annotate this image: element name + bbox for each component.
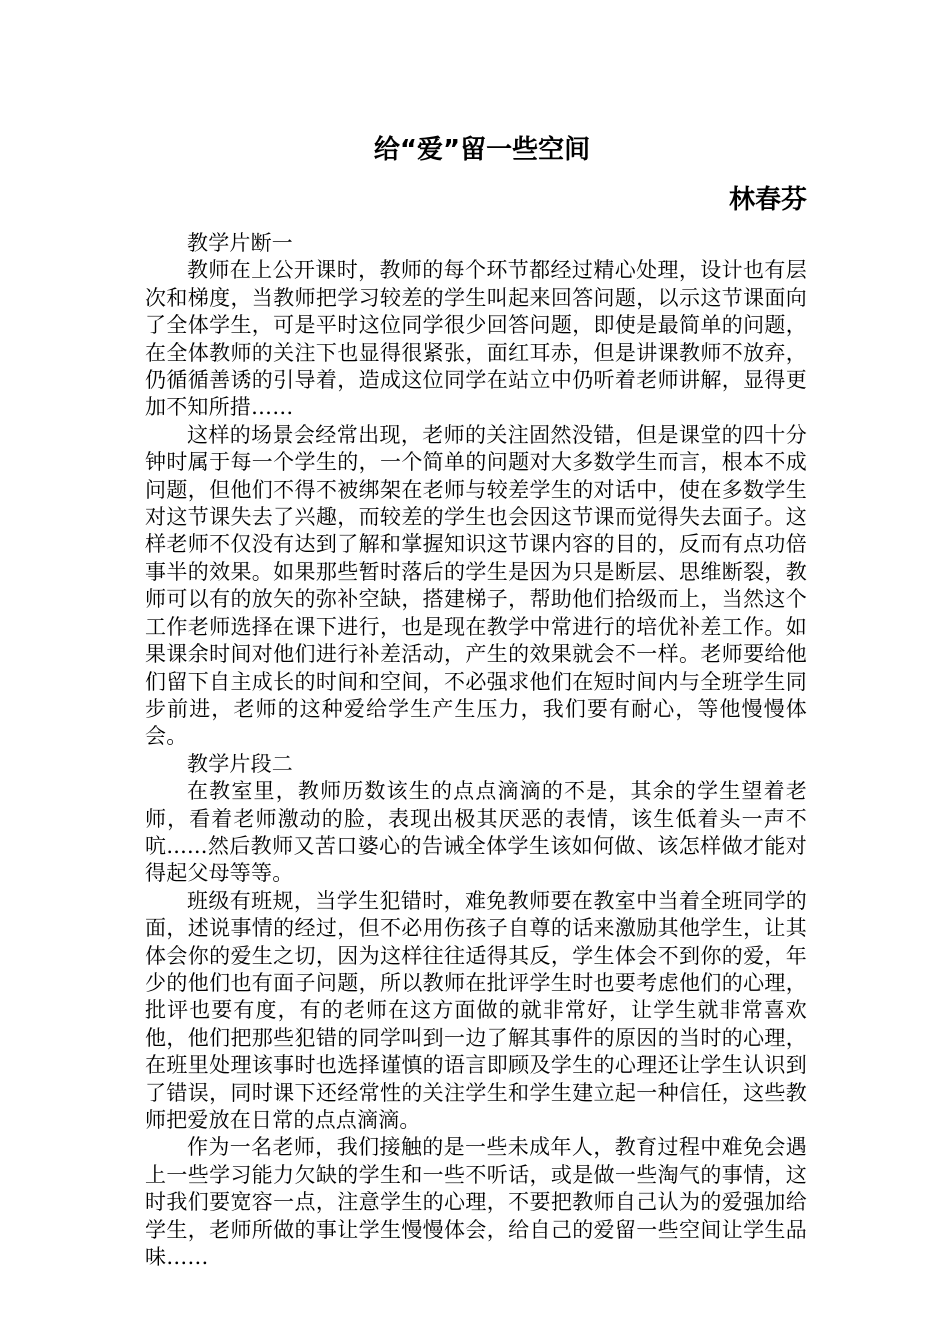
paragraph: 作为一名老师，我们接触的是一些未成年人，教育过程中难免会遇上一些学习能力欠缺的学生和一些不听话，或是做一些淘气的事情，这时我们要宽容一点，注意学生的心理，不要把教师自己认为的爱强加给学生，老师所做的事让学生慢慢体会，给自己的爱留一些空间让学生品味…… bbox=[145, 1135, 807, 1270]
document-body bbox=[145, 230, 807, 1271]
section-heading-2: 教学片段二 bbox=[187, 751, 293, 776]
paragraph: 班级有班规，当学生犯错时，难免教师要在教室中当着全班同学的面，述说事情的经过，但不必用伤孩子自尊的话来激励其他学生，让其体会你的爱生之切，因为这样往往适得其反，学生体会不到你的爱，年少的他们也有面子问题，所以教师在批评学生时也要考虑他们的心理，批评也要有度，有的老师在这方面做的就非常好，让学生就非常喜欢他，他们把那些犯错的同学叫到一边了解其事件的原因的当时的心理，在班里处理该事时也选择谨慎的语言即顾及学生的心理还让学生认识到了错误，同时课下还经常性的关注学生和学生建立起一种信任，这些教师把爱放在日常的点点滴滴。 bbox=[145, 888, 807, 1132]
document-title: 给“爱”留一些空间 bbox=[373, 135, 591, 165]
author-name: 林春芬 bbox=[728, 185, 807, 215]
document-page bbox=[145, 130, 807, 1271]
section-heading-1: 教学片断一 bbox=[187, 231, 293, 255]
paragraph: 这样的场景会经常出现，老师的关注固然没错，但是课堂的四十分钟时属于每一个学生的，一个简单的问题对大多数学生而言，根本不成问题，但他们不得不被绑架在老师与较差学生的对话中，使在多数学生对这节课失去了兴趣，而较差的学生也会因这节课而觉得失去面子。这样老师不仅没有达到了解和掌握知识这节课内容的目的，反而有点功倍事半的效果。如果那些暂时落后的学生是因为只是断层、思维断裂，教师可以有的放矢的弥补空缺，搭建梯子，帮助他们拾级而上，当然这个工作老师选择在课下进行，也是现在教学中常进行的培优补差工作。如果课余时间对他们进行补差活动，产生的效果就会不一样。老师要给他们留下自主成长的时间和空间，不必强求他们在短时间内与全班学生同步前进，老师的这种爱给学生产生压力，我们要有耐心，等他慢慢体会。 bbox=[145, 422, 807, 749]
paragraph: 在教室里，教师历数该生的点点滴滴的不是，其余的学生望着老师，看着老师激动的脸，表现出极其厌恶的表情，该生低着头一声不吭......然后教师又苦口婆心的告诫全体学生该如何做、该怎样做才能对得起父母等等。 bbox=[145, 779, 807, 886]
paragraph: 教师在上公开课时，教师的每个环节都经过精心处理，设计也有层次和梯度，当教师把学习较差的学生叫起来回答问题，以示这节课面向了全体学生，可是平时这位同学很少回答问题，即使是最简单的问题，在全体教师的关注下也显得很紧张，面红耳赤，但是讲课教师不放弃，仍循循善诱的引导着，造成这位同学在站立中仍听着老师讲解，显得更加不知所措…… bbox=[145, 258, 807, 420]
